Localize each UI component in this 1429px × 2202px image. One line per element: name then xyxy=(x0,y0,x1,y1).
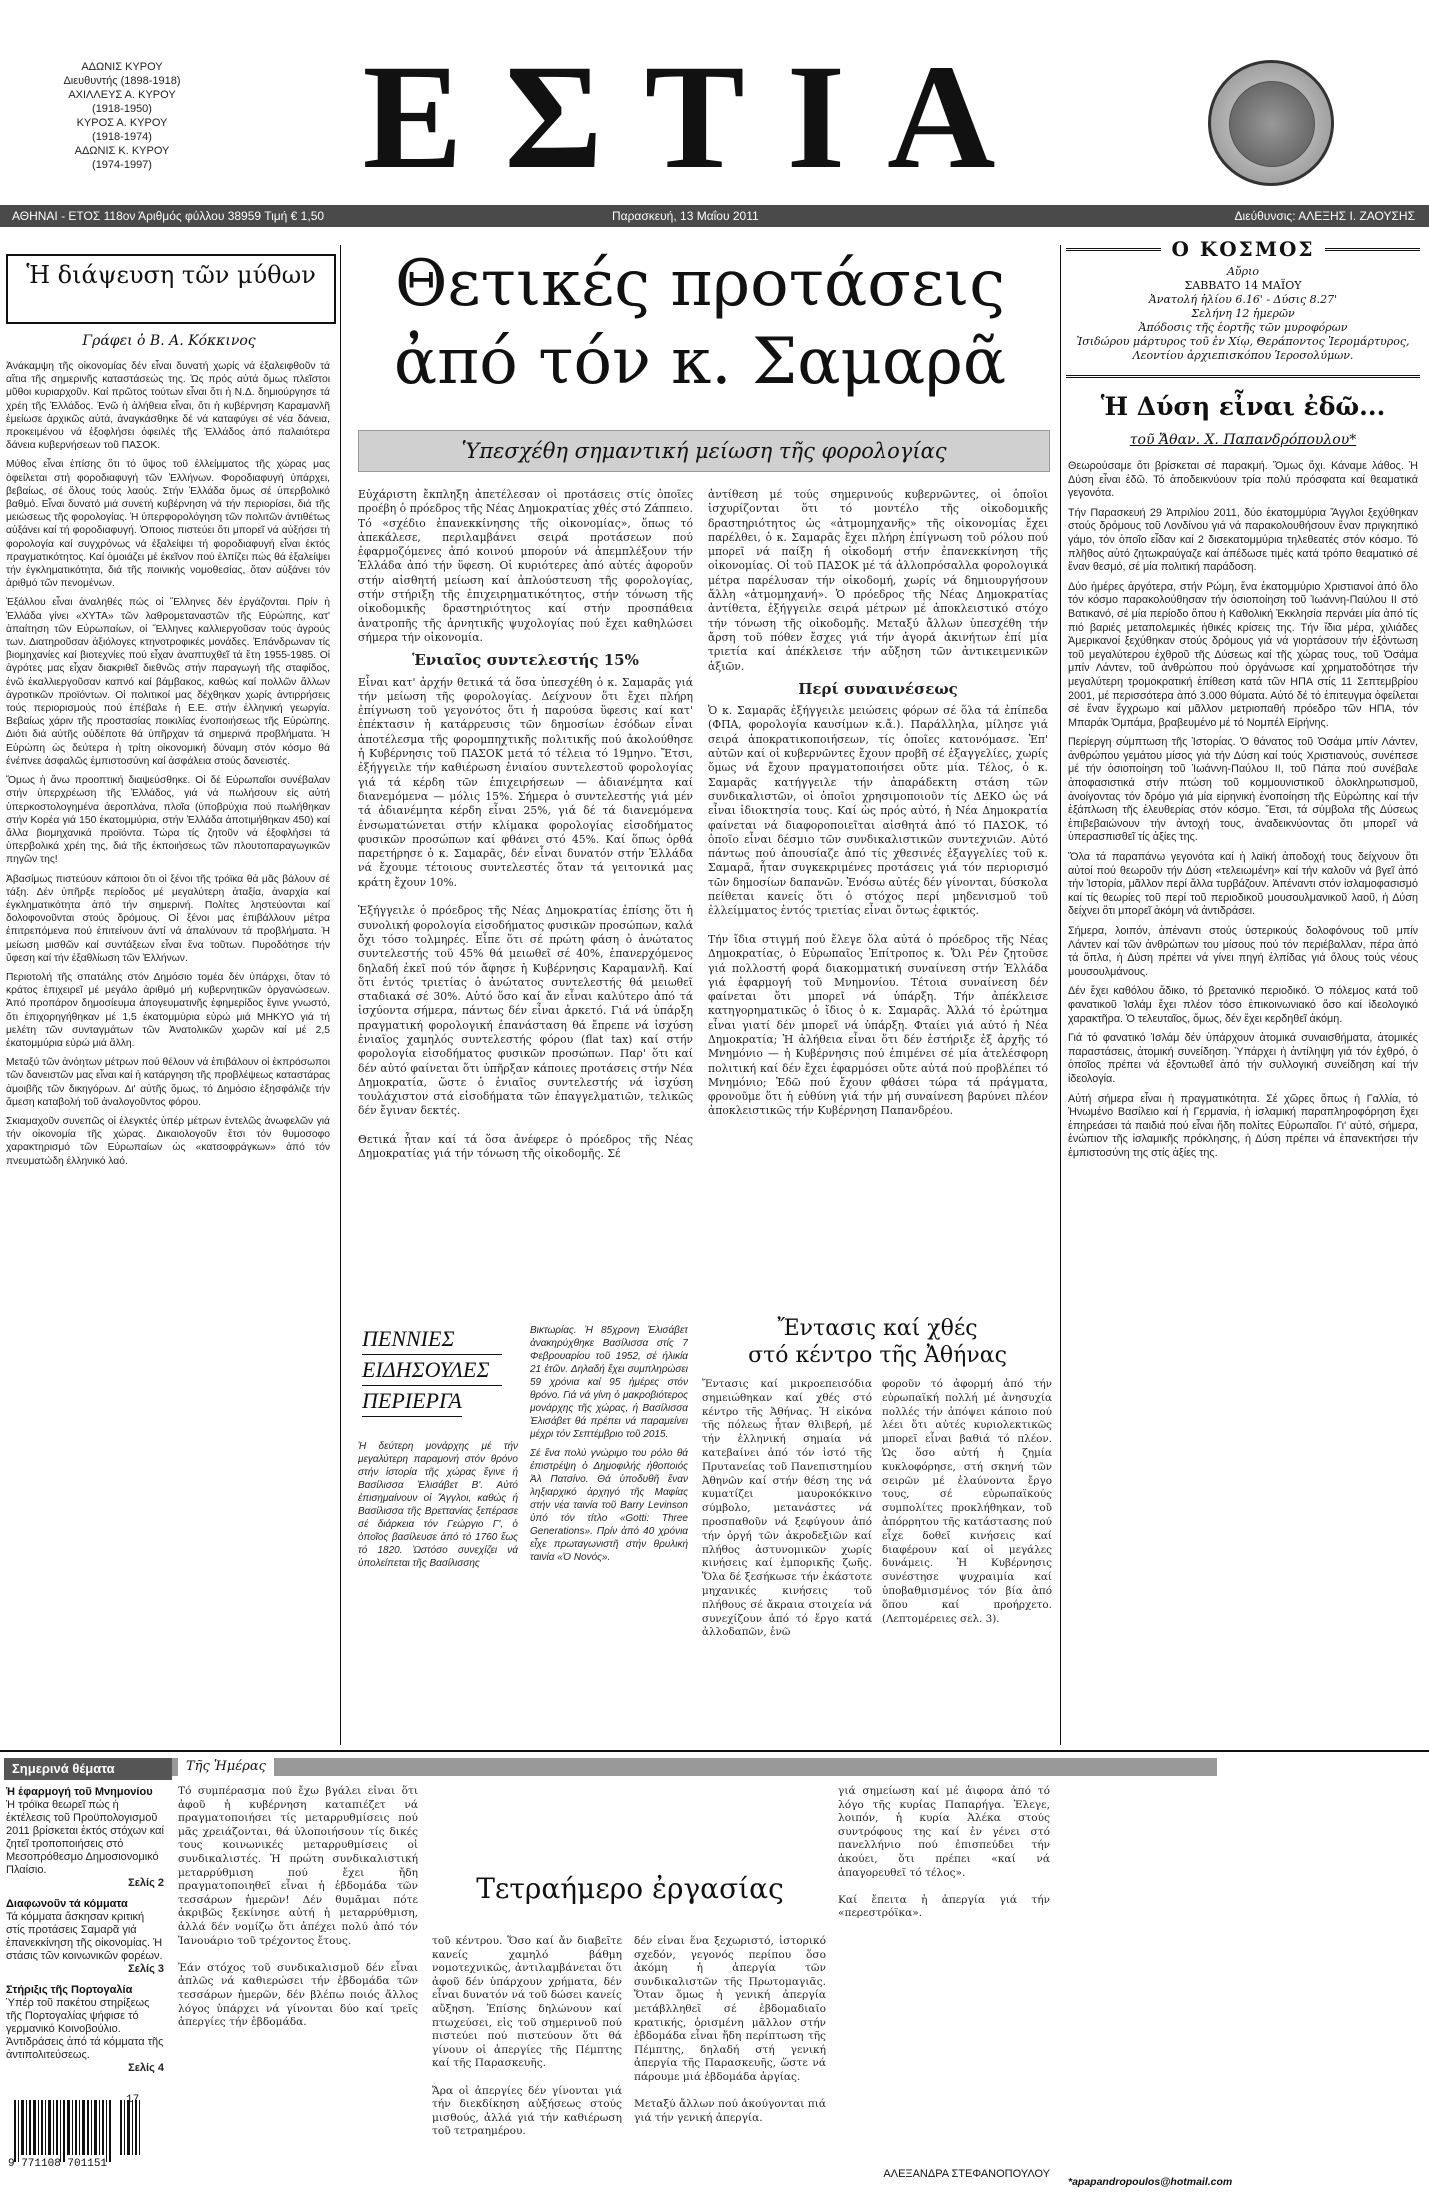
gossip-label-line: ΠΕΝΝΙΕΣ xyxy=(362,1324,502,1355)
editor-info: Διεύθυνσις: ΑΛΕΞΗΣ Ι. ΖΑΟΥΣΗΣ xyxy=(1234,209,1415,223)
paragraph: Σκιαμαχοῦν συνεπῶς οἱ ἐλεγκτές ὑπέρ μέτρων ἐντελῶς ἀνωφελῶν γιά τήν οἰκονομία τῆς χώρας. Δικαιολογοῦν ἔτσι τόν θυμοσοφο χαρακτηρισμό τῶν Εὐρωπαίων ὡς «κατσοφράγκων» ἀπό τόν πνευματώδη ἑλληνικό λαό. xyxy=(6,1115,330,1167)
paragraph: Τήν Παρασκευή 29 Ἀπριλίου 2011, δύο ἑκατομμύρια Ἄγγλοι ξεχύθηκαν στούς δρόμους τοῦ Λονδίνου γιά νά παρακολουθήσουν ἕναν πριγκηπικό γάμο, τόν ὁποῖο εἶδαν καί 2 δισεκατομμύρια τηλεθεατές στόν κόσμο. Τό πλῆθος αὐτό ζητωκραύγαζε καί ἀπέδωσε τιμές κατά τρόπο θεαματικό σέ ἕναν θεσμό, σέ μία πολιτική παράδοση. xyxy=(1068,506,1418,574)
seal-emblem-icon xyxy=(1208,60,1334,186)
newspaper-title: ΕΣΤΙΑ xyxy=(362,34,1038,200)
lead-subhead-consensus: Περί συναινέσεως xyxy=(798,679,958,698)
athens-headline xyxy=(700,1315,1055,1369)
gossip-label xyxy=(362,1324,502,1417)
founder-years: (1974-1997) xyxy=(92,159,152,171)
paragraph: Γιά τό φανατικό Ἰσλάμ δέν ὑπάρχουν ἀτομικά συναισθήματα, ἀτομικές παραστάσεις, ἀτομική συνείδηση. Ὑπάρχει ἡ ἀντίληψη γιά τόν ἐχθρό, ὁ ὁποῖος πρέπει νά ἐξοντωθεῖ ἀπό τήν συλλογική συνείδηση καί τήν ἰδεολογία. xyxy=(1068,1032,1418,1085)
kosmos-line: Σελήνη 12 ἡμερῶν xyxy=(1191,307,1295,320)
today-topic-item[interactable] xyxy=(6,1898,164,1976)
gossip-label-line: ΠΕΡΙΕΡΓΑ xyxy=(362,1386,462,1417)
left-article-title: Ἡ διάψευση τῶν μύθων xyxy=(26,261,316,289)
imera-band xyxy=(172,1758,1217,1776)
today-topic-title: Στήριξις τῆς Πορτογαλία xyxy=(6,1984,133,1996)
today-topic-text: Τά κόμματα ἄσκησαν κριτική στίς προτάσεις Σαμαρᾶ γιά ἐπανεκκίνηση τῆς οἰκονομίας. Ἡ στάσις τῶν κοινωνικῶν φορέων. xyxy=(6,1911,163,1962)
paragraph: Θεωρούσαμε ὅτι βρίσκεται σέ παρακμή. Ὅμως ὄχι. Κάναμε λάθος. Ἡ Δύση εἶναι ἐδῶ. Τό ἀποδεικνύουν τρία πολύ πρόσφατα καί θεαματικά γεγονότα. xyxy=(1068,460,1418,500)
imera-column-1: Τό συμπέρασμα πού ἔχω βγάλει εἶναι ὅτι ἀφοῦ ἡ κυβέρνηση καταπιέζετ νά πραγματοποιήσει τίς μεταρρυθμίσεις πού μᾶς χρειάζονται, θά ὑλοποιήσουν τίς δικές τους κοινωνικές μεταρρυθμίσεις οἱ συνδικαλιστές. Ἡ πρώτη συνδικαλιστική μεταρρύθμιση πού ἔχει ἤδη πραγματοποιηθεῖ εἶναι ἡ ἑβδομάδα τῶν τεσσάρων ἡμερῶν! Δέν θυμᾶμαι πότε ἀκριβῶς ξεκίνησε αὐτή ἡ μεταρρύθμιση, ἀλλά δέν νομίζω ὅτι ἀπέχει πολύ ἀπό τόν Ἰανουάριο τοῦ τρέχοντος ἔτους. Ἐάν στόχος τοῦ συνδικαλισμοῦ δέν εἶναι ἀπλῶς νά καθιερώσει τήν ἑβδομάδα τῶν τεσσάρων ἡμερῶν, δέν βλέπω ποιός ἄλλος λόγος ὑπάρχει νά γίνονται δύο καί τρεῖς ἀπεργίες τήν ἑβδομάδα. xyxy=(178,1785,418,2029)
founder-name: ΚΥΡΟΣ Α. ΚΥΡΟΥ xyxy=(76,117,168,129)
imera-author: ΑΛΕΞΑΝΔΡΑ ΣΤΕΦΑΝΟΠΟΥΛΟΥ xyxy=(883,2168,1050,2180)
paragraph: Σήμερα, λοιπόν, ἀπέναντι στούς ὑστερικούς δολοφόνους τοῦ μπίν Λάντεν καί τῶν ἀνθρώπων του μίσους πού τόν περιέβαλλαν, πέρα ἀπό τά ὅπλα, ἡ Δύση πρέπει νά γίνει πηγή ἐλπίδας γιά ὅλους τούς νέους μουσουλμάνους. xyxy=(1068,925,1418,978)
today-topic-text: Ἡ τρόϊκα θεωρεῖ πώς ἡ ἐκτέλεσις τοῦ Προϋπολογισμοῦ 2011 βρίσκεται ἐκτός στόχων καί ζητεῖ τροποποιήσεις στό Μεσοπρόθεσμο Δημοσιονομικό Πλαίσιο. xyxy=(6,1799,164,1876)
athens-column-1: Ἔντασις καί μικροεπεισόδια σημειώθηκαν καί χθές στό κέντρο τῆς Ἀθήνας. Ἡ εἰκόνα τῆς πόλεως ἦταν θλιβερή, μέ τήν ἑλληνική σημαία νά κατεβαίνει ἀπό τόν ἱστό τῆς Πρυτανείας τοῦ Πανεπιστημίου Ἀθηνῶν καί στήν θέση της νά κυματίζει μαυροκόκκινο σύμβολο, μετανάστες νά προσπαθοῦν νά ξεφύγουν ἀπό τήν ὀργή τῶν ἀκροδεξιῶν καί πλήθος ἀστυνομικῶν χωρίς κινήσεις καί ἐμπορικῆς ζωῆς. Ὅλα δέ ξεσήκωσε τήν ἐκάστοτε μηχανικές κινήσεις τοῦ πλήθους σέ ἄκραια στοιχεία νά συνεχίζουν ἀπό τό ἔργο κατά ἀλλοδαπῶν, ἐνῶ xyxy=(702,1378,872,1639)
paragraph: Ὅμως ἡ ἄνω προοπτική διαψεύσθηκε. Οἱ δέ Εὐρωπαῖοι συνέβαλαν στήν ὑπερχρέωση τῆς Ἑλλάδος, γιά νά πωλήσουν εἰς αὐτή ὑπερκοστολογημένα ἀεροπλάνα, πλοῖα (ὑποβρύχια πού πωλήθηκαν στήν Κορέα γιά 150 ἑκατομμύρια, στήν Ἑλλάδα ἀποτιμήθηκαν 450) καί ἄλλα βιομηχανικά προϊόντα. Τώρα τίς ζητοῦν νά ἐξοφλήσει τά ὑπερβολικά χρέη της, διά τῆς ἐκποιήσεως τῶν πλουτοπαραγωγικῶν πηγῶν της! xyxy=(6,775,330,866)
kosmos-line: Ἰσιδώρου μάρτυρος τοῦ ἐν Χίῳ, Θεράποντος Ἱερομάρτυρος, xyxy=(1076,335,1410,348)
imera-column-3: δέν εἶναι ἕνα ξεχωριστό, ἱστορικό σχεδόν, γεγονός περίπου ὅσο ἀκόμη ἡ ἀπεργία τῶν συνδικαλιστῶν τῆς Πρωτομαγιᾶς. Ὅταν ὅμως ἡ γενική ἀπεργία μετάβλληθεῖ σέ ἑβδομαδιαῖο κρατικής, ὁρισμένη μᾶλλον στήν ἑβδομάδα εἶναι ἤδη περίπτωση τῆς Πέμπτης, δηλαδή στή γενική ἀπεργία τῆς Παρασκευῆς, ὥστε νά πάρουμε μιά ἐβδομάδα ἀργίας. Μεταξύ ἄλλων πού ἀκούγονται πιά γιά τήν γενική ἀπεργία. xyxy=(634,1935,826,2124)
imera-label: Τῆς Ἡμέρας xyxy=(178,1758,274,1776)
founder-name: ΑΔΩΝΙΣ ΚΥΡΟΥ xyxy=(81,61,163,73)
right-article-email: *apapandropoulos@hotmail.com xyxy=(1068,2176,1233,2188)
founder-name: ΑΧΙΛΛΕΥΣ Α. ΚΥΡΟΥ xyxy=(68,89,176,101)
paragraph: Μύθος εἶναι ἐπίσης ὅτι τό ὕψος τοῦ ἐλλείμματος τῆς χώρας μας ὀφείλεται στή φοροδιαφυγή τῶν Ἑλλήνων. Φοροδιαφυγή ὑπάρχει, βεβαίως, σέ ὅλους τούς λαούς. Στήν Ἑλλάδα ὅμως σέ ὑπερβολικό βαθμό. Εἶναι δυνατό μιά συνετή κυβέρνηση νά τήν περιορίσει, διά τῆς μειώσεως τῆς φορολογίας. Ἡ ὑπερφορολόγηση τῶν πολιτῶν ἀντιθέτως αὐξάνει καί τή φοροδιαφυγή. Ὁποιος πιστεύει ὅτι μπορεῖ νά αὐξήσει τή φορολογία καί συγχρόνως νά ἐξαλείψει τή φοροδιαφυγή εἶναι ἐκτός πραγματικότητος. Καί ὁμοιάζει μέ ἐκεῖνον πού ἐλπίζει πώς θά ἐξαλείψει τήν ἐγκληματικότητα, διά τῆς ποινικής νομοθεσίας, ὅταν αὐξάνει τόν ἀριθμό τῶν πενομένων. xyxy=(6,459,330,590)
issue-info: ΑΘΗΝΑΙ - ΕΤΟΣ 118ον Άριθμός φύλλου 38959 Τιμή € 1,50 xyxy=(12,209,325,223)
imera-column-4: γιά σημείωση καί μέ ἀιφορα ἀπό τό λόγο τῆς κυρίας Παπαρήγα. Ἐλεγε, λοιπόν, ἡ κυρία Ἀλέκα στούς συντρόφους της καί ἐν γένει στό πανελλήνιο πού ἐπισπεύδει τήν ἀκούει, ὅτι πρέπει «καί νά ἀπαγορευθεῖ τό τέλος». Καί ἔπειτα ἡ ἀπεργία γιά τήν «περεστρόϊκα». xyxy=(838,1785,1050,1920)
lead-column-2 xyxy=(708,488,1048,1308)
paragraph: Μεταξύ τῶν ἀνόητων μέτρων πού θέλουν νά ἐπιβάλουν οἱ ἐκπρόσωποι τῶν δανειστῶν μας εἶναι καί ἡ κατάργηση τῆς προβλέψεως καταστάρας ἀμοιβῆς τῶν δικηγόρων. Δι' αὐτῆς ὅμως, τό Δημόσιο ἐξησφάλιζε τήν ἄμεση καταβολή τοῦ ἀναλογοῦντος φόρου. xyxy=(6,1057,330,1108)
lead-subtitle-box xyxy=(358,430,1050,472)
founder-years: Διευθυντής (1898-1918) xyxy=(63,75,181,87)
info-bar xyxy=(0,205,1429,227)
left-article-body xyxy=(6,360,330,1715)
paragraph: Ἀνάκαμψη τῆς οἰκονομίας δέν εἶναι δυνατή χωρίς νά ἐξαλειφθοῦν τά αἴτια τῆς σημερινῆς καταστάσεώς της. Ὡς πρός αὐτά ὅμως πλεῖστοι μῦθοι κυριαρχοῦν. Καί πρῶτος τούτων εἶναι ὅτι ἡ Ν.Δ. δημιούργησε τά χρέη τῆς Ἑλλάδος. Ἐνῶ ἡ ἀλήθεια εἶναι, ὅτι ἡ κυβέρνηση Καραμανλῆ ἐμείωσε ἀρχικῶς αὐτά, ἀναγκάσθηκε δέ νά καταφύγει σέ νέα δάνεια, προκειμένου νά ἐξοφλήσει ὀφειλές τῆς Ἑλλάδος ἀπό παλαιότερα δάνεια κυβερνήσεων τοῦ ΠΑΣΟΚ. xyxy=(6,361,330,452)
kosmos-line: Λεοντίου ἀρχιεπισκόπου Ἱεροσολύμων. xyxy=(1132,349,1354,362)
today-topic-title: Διαφωνοῦν τά κόμματα xyxy=(6,1898,128,1910)
column-divider xyxy=(340,245,341,1745)
gossip-item: Ἡ δεύτερη μονάρχης μέ τήν μεγαλύτερη παραμονή στόν θρόνο στήν ἱστορία τῆς χώρας ἔγινε ἡ Βασίλισσα Ἐλισάβετ Β'. Αὐτό ἐπισημαίνουν οἱ Ἄγγλοι, καθώς ἡ Βασίλισσα τῆς Βρεττανίας ξεπέρασε σέ διάρκεια τόν Γεώργιο Γ', ὁ ὁποῖος βασίλευσε ἀπό τό 1760 ἕως τό 1820. Ὡστόσο συνεχίζει νά ὑπολείπεται τῆς Βασίλισσης xyxy=(358,1441,518,1569)
today-topic-page: Σελίς 4 xyxy=(128,2062,164,2074)
imera-column-2: τοῦ κέντρου. Ὅσο καί ἄν διαβεῖτε κανείς χαμηλό βάθμη νομοτεχνικῶς, ἀντιλαμβάνεται ὅτι ἀφοῦ δέν ὑπάρχουν χρήματα, δέν εἶναι δυνατόν νά τοῦ δώσει κανείς αὔξηση. Ἐπίσης δηλώνουν καί πτωχεύσει, εἰς τοῦ σημερινοῦ πού πιστεύει πού πιστεύουν ὅτι θά γίνουν οἱ ἀπεργίες τῆς Πέμπτης καί τῆς Παρασκευῆς. Ἄρα οἱ ἀπεργίες δέν γίνονται γιά τήν διεκδίκηση αὐξήσεως στούς μισθούς, ἀλλά γιά τήν καθιέρωση τοῦ τετραημέρου. xyxy=(432,1935,622,2138)
today-topics-list xyxy=(6,1786,164,2086)
today-topic-page: Σελίς 2 xyxy=(128,1877,164,1889)
barcode-issue: 17 xyxy=(126,2094,140,2106)
gossip-label-line: ΕΙΔΗΣΟΥΛΕΣ xyxy=(362,1355,502,1386)
today-topic-item[interactable] xyxy=(6,1786,164,1890)
paragraph: Αὐτή σήμερα εἶναι ἡ πραγματικότητα. Σέ χῶρες ὅπως ἡ Γαλλία, τό Ἡνωμένο Βασίλειο καί ἡ Γερμανία, ἡ ἰσλαμική παραπληροφόρηση ἔχει ἐπηρεάσει τά παιδιά πού εἶναι ἤδη πολίτες Εὐρωπαῖοι. Γι' αὐτό, σήμερα, ἐνώπιον τῆς ἰσλαμικῆς πρόκλησης, ἡ Δύση πρέπει νά ἐπανεκτήσει τήν ἐμπιστοσύνη της στίς ἀξίες της. xyxy=(1068,1092,1418,1159)
imera-title: Τετραήμερο ἐργασίας xyxy=(476,1872,784,1905)
paragraph: Ὅλα τά παραπάνω γεγονότα καί ἡ λαϊκή ἀποδοχή τους δείχνουν ὅτι αὐτοί πού θεωροῦν τήν Δύση «τελειωμένη» καί τήν καλοῦν νά βγεῖ ἀπό τήν Ἱστορία, μᾶλλον περί ἄλλα τυρβάζουν. Ἀπέναντι στόν ἰσλαμοφασισμό καί τίς θεωρίες τοῦ περί τοῦ περιοδικοῦ μουσουλμανικοῦ λαοῦ, ἡ Δύση δείχνει ὅτι μπορεῖ ἀκόμη νά ἀντιδράσει. xyxy=(1068,851,1418,918)
paragraph: Δύο ἡμέρες ἀργότερα, στήν Ρώμη, ἕνα ἑκατομμύριο Χριστιανοί ἀπό ὅλο τόν κόσμο παρακολούθησαν τήν ὁσιοποίηση τοῦ Ἰωάννη-Παύλου ΙΙ στό Βατικανό, σέ μία περίοδο ὅπου ἡ Καθολική Ἐκκλησία περνάει μία ἀπό τίς πιό βαριές μεταπολεμικές ἠθικές κρίσεις της. Τήν ἴδια μέρα, χιλιάδες Ἀμερικανοί ξεχύθηκαν στούς δρόμους γιά νά γιορτάσουν τήν ἐξόντωση τοῦ μεγαλύτερου ἐχθροῦ τῆς Δύσεως καί τῆς χώρας τους, τοῦ Ὀσάμα μπίν Λάντεν, τοῦ ἀνθρώπου πού ὀργάνωσε καί χρηματοδότησε τήν μεγαλύτερη τρομοκρατική ἐπίθεση κατά τῶν ΗΠΑ στίς 11 Σεπτεμβρίου 2001, μέ περισσότερα ἀπό 3.000 θύματα. Αὐτό δέ τό ἐπιτευγμα ὀφείλεται σέ ἕναν ἔγχρωμο καί μᾶλλον μετριοπαθή πρόεδρο τῶν ΗΠΑ, τόν Μπαράκ Ὀμπάμα, βραβευμένο μέ τό Νομπέλ Εἰρήνης. xyxy=(1068,580,1418,729)
lead-subhead-tax: Ἑνιαῖος συντελεστής 15% xyxy=(412,651,639,670)
paragraph: Δέν ἔχει καθόλου ἄδικο, τό βρετανικό περιοδικό. Ὁ πόλεμος κατά τοῦ φανατικοῦ Ἰσλάμ ἔχει πλέον τόσο ἐπικοινωνιακό ὅσο καί ἰδεολογικό χαρακτῆρα. Ὁ τελευταῖος, ὅμως, δέν ἔχει κερδηθεῖ ἀκόμη. xyxy=(1068,985,1418,1025)
gossip-item-text: Σέ ἕνα πολύ γνώριμο του ρόλο θά ἐπιστρέψη ὁ Δημοφιλής ἠθοποιός Ἀλ Πατσίνο. Θά ὑποδυθῆ ἕναν ληξιαρχικό ἀρχηγό τῆς Μαφίας στήν νέα ταινία τοῦ Barry Levinson ὑπό τόν τίτλο «Gotti: Three Generations». Πρίν ἀπό 40 χρόνια εἶχε πρωταγωνιστῆ στήν θρυλική ταινία «Ὁ Νονός». xyxy=(530,1448,688,1563)
kosmos-line: Ἀνατολή ἡλίου 6.16' - Δύσις 8.27' xyxy=(1148,293,1338,306)
issue-date: Παρασκευή, 13 Μαΐου 2011 xyxy=(612,209,759,223)
section-divider xyxy=(0,1750,1429,1752)
gossip-item-text: Βικτωρίας. Ἡ 85χρονη Ἐλισάβετ ἀνακηρύχθηκε Βασίλισσα στίς 7 Φεβρουαρίου τοῦ 1952, σέ ἡλικία 21 ἐτῶν. Δηλαδή ἔχει συμπληρώσει 59 χρόνια καί 95 ἡμέρες στόν θρόνο. Γιά νά γίνη ὁ μακροβιότερος μονάρχης τῆς χώρας, ἡ Βασίλισσα Ἐλισάβετ θά πρέπει νά παραμείνει μέχρι τόν Σεπτέμβριο τοῦ 2015. xyxy=(530,1325,688,1440)
today-topic-item[interactable] xyxy=(6,1984,164,2075)
paragraph: Περιοτολή τῆς σπατάλης στόν Δημόσιο τομέα δέν ὑπάρχει, ὅταν τό κράτος ἐπιχειρεῖ μέ μεγάλο ἀριθμό μή κυβερνητικῶν ὀργανώσεων. Ἀπό προπάρον δημοσίευμα ἀπογευματινῆς ἐφημερίδος ἔγινε γνωστό, ὅτι ἐπιχορηγήθηκαν μέ 1,5 ἑκατομμύρια εὐρώ μιά ΜΗΚΥΟ γιά τή μελέτη τῶν συνταγμάτων τῶν Ἀνατολικῶν χωρῶν καί μέ 2,5 ἑκατομμύρια εὐρώ μιά ἄλλη. xyxy=(6,971,330,1049)
today-topic-page: Σελίς 3 xyxy=(128,1963,164,1975)
kosmos-title: Ο ΚΟΣΜΟΣ xyxy=(1161,237,1324,261)
kosmos-details xyxy=(1066,265,1420,363)
athens-column-2: φοροῦν τό ἀφορμή ἀπό τήν εὐρωπαϊκή πολλή μέ ἀνησυχία πολλές τήν ἀπόψει κάποιο πού λέει ὅτι αὐτές κυριολεκτικῶς μπορεῖ εἶναι βαθιά τό πλέον. Ὡς ὅσο αὐτή ἡ ζημία κυκλοφόρησε, στή σκηνή τῶν σειρῶν μέ ἐλαύνοντα ἔργο τους, σέ εὐρωπαϊκούς συμπολίτες προκλήθηκαν, τοῦ ἀπόρρητου τῆς κατάστασης πού εἶχε δοθεῖ κινήσεις καί διαφέρουν καί οἱ μεγάλες δυνάμεις. Ἡ Κυβέρνησις συνέστησε ψυχραιμία καί ὑποβαθμισμένος τόν βία ἀπό ὅπου καί προήρχετο. (Λεπτομέρειες σελ. 3). xyxy=(882,1378,1052,1625)
lead-headline-line2: ἀπό τόν κ. Σαμαρᾶ xyxy=(393,325,1007,399)
gossip-item xyxy=(530,1324,688,1704)
athens-headline-line1: Ἔντασις καί χθές xyxy=(777,1316,978,1341)
founders-list xyxy=(62,60,182,172)
left-article-title-box xyxy=(6,254,336,324)
athens-headline-line2: στό κέντρο τῆς Ἀθήνας xyxy=(748,1343,1007,1368)
today-topic-title: Ἡ ἐφαρμογή τοῦ Μνημονίου xyxy=(6,1786,153,1798)
kosmos-line: ΣΑΒΒΑΤΟ 14 ΜΑΪΟΥ xyxy=(1184,279,1302,292)
founder-years: (1918-1974) xyxy=(92,131,152,143)
paragraph: Περίεργη σύμπτωση τῆς Ἱστορίας. Ὁ θάνατος τοῦ Ὀσάμα μπίν Λάντεν, ἀνθρώπου γεμάτου μίσος γιά τήν Δύση καί τούς Χριστιανούς, συνέπεσε μέ τήν ὁσιοποίηση τοῦ Ἰωάννη-Παύλου ΙΙ, τοῦ Πάπα πού συνέβαλε ἀποφασιστικά στήν πτώση τοῦ κομμουνιστικοῦ ὁλοκληρωτισμοῦ, ἀνοίγοντας τόν δρόμο γιά μία εἰρηνική ἑνοποίηση τῆς Εὐρώπης καί τήν ἐξάπλωση τῆς ἐλευθερίας στόν κόσμο. Ἔτσι, τά σύμβολα τῆς Δύσεως ἐπιβεβαιώνουν τήν ἀντοχή τους, ἀναδεικνύοντας ὅτι μπορεῖ νά ὑπερασπισθεῖ τίς ἀξίες της. xyxy=(1068,736,1418,844)
today-topic-text: Ὑπέρ τοῦ πακέτου στηρίξεως τῆς Πορτογαλίας ψήφισε τό γερμανικό Κοινοβούλιο. Ἀντιδράσεις ἀπό τά κόμματα τῆς ἀντιπολιτεύσεως. xyxy=(6,1997,164,2061)
lead-headline-line1: Θετικές προτάσεις xyxy=(394,247,1006,321)
kosmos-box xyxy=(1066,237,1420,378)
today-topics-header: Σημερινά θέματα xyxy=(4,1758,172,1780)
paragraph: Ἐξάλλου εἶναι ἀναληθές πώς οἱ Ἕλληνες δέν ἐργάζονται. Πρίν ἡ Ἑλλάδα γίνει «ΧΥΤΑ» τῶν λαθρομεταναστῶν τῆς Εὐρώπης, κατ' ἀπαίτηση τῶν Εὐρωπαίων, οἱ Ἕλληνες καλλιεργοῦσαν τούς ἀγρούς των. Διατηροῦσαν ἀξιόλογες κτηνοτροφικές μονάδες. Ἐπάνδρωναν τίς βιομηχανίες καί βιοτεχνίες πού εἶχαν ἀναπτυχθεῖ τά ἔτη 1955-1985. Οἱ ἀγρότες μας εἶχαν διακριθεῖ διεθνῶς στήν παραγωγή τῆς σταφίδος, ἐνῶ ἐκαλλιεργοῦσαν καπνό καί βάμβακος, καθώς καί πολλῶν ἄλλων ἀγροτικῶν προϊόντων. Οἱ πολιτικοί μας δέχθηκαν χωρίς ἀντιρρήσεις τούς περιορισμούς πού ἐπέβαλε ἡ Ε.Ε. στήν ἑλληνική γεωργία. Βεβαίως χάριν τῆς προστασίας ποικιλίας ἐνοποιήσεως τῆς Εὐρώπης. Διότι διά αὐτῆς οὐδέποτε θά ὑπῆρχαν τά σημερινά προβλήματα. Ἡ Εὐρώπη ὡς δεύτερα ἡ τρίτη οἰκονομική δύναμη στόν κόσμο θά ἐνέπνεε ἀσφαλῶς ἐμπιστοσύνη καί ἀσφάλεια στούς δανειστές. xyxy=(6,597,330,767)
kosmos-line: Αὔριο xyxy=(1226,265,1260,278)
lead-body: Ὁ κ. Σαμαρᾶς ἐξήγγειλε μειώσεις φόρων σέ ὅλα τά ἐπίπεδα (ΦΠΑ, φορολογία καυσίμων κ.ἄ.). Παράλληλα, μίλησε γιά σειρά ἀποκρατικοποιήσεων, τίς ὁποῖες κατονόμασε. Ἐπ' αὐτῶν καί οἱ κυβερνῶντες ἔχουν προβῆ σέ ἐξαγγελίες, χωρίς ὅμως νά ἔχουν πραγματοποιήσει οὔτε μία. Τέλος, ὁ κ. Σαμαρᾶς κατήγγειλε τήν ἀπαράδεκτη στάση τῶν συνδικαλιστῶν, οἱ ὁποῖοι χρησιμοποιοῦν τίς ΔΕΚΟ ὡς νά εἶναι ἰδιοκτησία τους. Καί ὡς πρός αὐτό, ἡ Νέα Δημοκρατία φαίνεται νά διαφοροποιεῖται αἰσθητά ἀπό τό ΠΑΣΟΚ, τό ὁποῖο εἶναι δέσμιο τῶν συνδικαλιστικῶν συντεχνιῶν. Αὐτό πάντως πού ἀπουσίαζε ἀπό τίς χθεσινές ἐξαγγελίες τοῦ κ. Σαμαρᾶ, ἦταν συγκεκριμένες προτάσεις γιά τόν περιορισμό τῶν δημοσίων δαπανῶν. Ἐνόσω αὐτές δέν γίνονται, δύσκολα πείθεται κανείς ὅτι ὁ στόχος περί μηδενισμοῦ τοῦ ἐλλείμματος ἐντός τριετίας εἶναι ὄντως ἐφικτός. Τήν ἴδια στιγμή πού ἔλεγε ὅλα αὐτά ὁ πρόεδρος τῆς Νέας Δημοκρατίας, ὁ Εὐρωπαῖος Ἐπίτροπος κ. Ὄλι Ρέν ζητοῦσε γιά πολλοστή φορά διακομματική συναίνεση στήν Ἑλλάδα γιά ἐφαρμογή τοῦ Μνημονίου. Τέτοια συναίνεση δέν φαίνεται ὅτι μπορεῖ νά ὑπάρξη. Τήν ἀπέκλεισε κατηγορηματικῶς ὁ ἴδιος ὁ κ. Σαμαρᾶς. Ἀλλά τό ἐρώτημα εἶναι γιατί δέν μπορεῖ νά ὑπάρξη. Φταίει γιά αὐτό ἡ Νέα Δημοκρατία; Ἡ ἀλήθεια εἶναι ὅτι δέν ἐστήριξε ἐξ ἀρχῆς τό Μνημόνιο — ἡ Κυβέρνησις πού ἐπιμένει σέ μία ἀτελέσφορη πολιτική καί δέν ἔχει ἐφαρμόσει οὔτε αὐτά πού προβλέπει τό Μνημόνιο; Ἐδῶ πού ἔχουν φθάσει τώρα τά πράγματα, φρονοῦμε ὅτι ἡ εὐθύνη γιά τήν μή συναίνεση βαρύνει πλέον ἀποκλειστικῶς τήν Κυβέρνηση Παπανδρέου. xyxy=(708,704,1048,1118)
left-article-byline: Γράφει ὁ Β. Α. Κόκκινος xyxy=(82,333,256,349)
lead-body: Εἶναι κατ' ἀρχήν θετικά τά ὅσα ὑπεσχέθη ὁ κ. Σαμαρᾶς γιά τήν μείωση τῆς φορολογίας. Δείχνουν ὅτι ἔχει πλήρη ἐπίγνωση τοῦ γεγονότος ὅτι ἡ παρούσα ὕφεσις καί κατ' ἐπέκτασιν ἡ κατάρρευσις τῶν δημοσίων ἐσόδων εἶναι ἀποτέλεσμα τῆς φορομπηχτικῆς πολιτικῆς πού ἀκολούθησε ἡ Κυβέρνησις τοῦ ΠΑΣΟΚ μετά τό τέλεια τό 19μηνο. Ἔτσι, ἐξήγγειλε τήν καθιέρωση ἑνιαίου συντελεστοῦ φορολογίας γιά τά κέρδη τῶν ἐπιχειρήσεων — ἀδιανέμητα καί διανεμόμενα — μόλις 15%. Σήμερα ὁ συντελεστής γιά μέν τά ἀδιανέμητα κέρδη εἶναι 25%, γιά δέ τά διανεμόμενα ἐνσωματώνεται στήν κλίμακα φορολογίας εἰσοδήματος φυσικῶν προσώπων καί φθάνει στό 45%. Καί ὅπως ὀρθά παρετήρησε ὁ κ. Σαμαρᾶς, δέν εἶναι δυνατόν στήν Ἑλλάδα νά ἔχουμε τέτοιους συντελεστές ὅταν τά γειτονικά μας κράτη ἔχουν 10%. Ἐξήγγειλε ὁ πρόεδρος τῆς Νέας Δημοκρατίας ἐπίσης ὅτι ἡ συνολική φορολογία εἰσοδήματος φυσικῶν προσώπων, καλά ὄχι τόσο τολμηρές. Εἶπε ὅτι σέ πρώτη φάση ὁ ἀνώτατος συντελεστής τοῦ 45% θά μειωθεῖ σέ 40%, ἐπανερχόμενος δηλαδή ἐκεῖ πού τόν ἄφησε ἡ Κυβέρνησις Καραμανλῆ. Καί ὅτι ἐντός τριετίας ὁ ἀνώτατος συντελεστής θά μειωθεῖ σταδιακά σέ 30%. Αὐτό ὅσο καί ἄν εἶναι καλύτερο ἀπό τά ἰσχύοντα σήμερα, πάντως δέν εἶναι ἀρκετό. Γιά νά ὑπάρξη πραγματική φορολογική ἐπανάσταση θά ἔπρεπε νά ἰσχύση ἑνιαῖος χαμηλός συντελεστής φόρου (flat tax) καί στήν φορολογία εἰσοδήματος φυσικῶν προσώπων. Παρ' ὅτι καί δέν αὐτό φαίνεται ὅτι ὑπῆρξαν κάποιες προτάσεις στήν Νέα Δημοκρατία, ὥστε ὁ ἑνιαῖος συντελεστής νά ἰσχύση τουλάχιστον στά εἰσοδήματα τῶν ἐπαγγελματιῶν, τελικῶς δέν ἔγιναν δεκτές. Θετικά ἦταν καί τά ὅσα ἀνέφερε ὁ πρόεδρος τῆς Νέας Δημοκρατίας γιά τήν τόνωση τῆς οἰκοδομῆς. Σέ xyxy=(358,675,693,1161)
founder-name: ΑΔΩΝΙΣ Κ. ΚΥΡΟΥ xyxy=(74,145,170,157)
lead-headline xyxy=(345,245,1055,401)
gossip-section xyxy=(358,1320,688,1710)
lead-column-1 xyxy=(358,488,693,1308)
barcode xyxy=(8,2094,158,2190)
lead-body-top: ἀντίθεση μέ τούς σημερινούς κυβερνῶντες, οἱ ὁποῖοι ἰσχυρίζονται ὅτι τό μοντέλο τῆς οἰκοδομικῆς δραστηριότητος ὡς «ἀτμομηχανῆς» τῆς οἰκονομίας ἔχει παρέλθει, ὁ κ. Σαμαρᾶς ἔχει πλήρη ἐπίγνωση τοῦ ρόλου πού μπορεῖ νά παίξη ἡ οἰκοδομή στήν ἐπανεκκίνηση τῆς οἰκονομίας. Οἱ τοῦ ΠΑΣΟΚ μέ τά ἀλλοπρόσαλλα φορολογικά μέτρα παρέλυσαν τήν οἰκοδομή, χωρίς νά δημιουργήσουν ἄλλη «ἀτμομηχανή». Ὁ πρόεδρος τῆς Νέας Δημοκρατίας ἀντίθετα, ἐξήγγειλε σειρά μέτρων μέ ἀποκλειστικό στόχο τήν τόνωση τῆς οἰκοδομῆς. Μεταξύ ἄλλων ὑπεσχέθη τήν ἄρση τοῦ πόθεν ἔσχες γιά τήν ἀγορά ἀκινήτων ἐπί μία τριετία καί ἀπέκλεισε τήν αὔξηση τῶν ἀντικειμενικῶν ἀξιῶν. xyxy=(708,488,1048,673)
right-article-body xyxy=(1068,460,1418,1728)
barcode-digits: 9 771108 701151 xyxy=(8,2158,108,2170)
lead-subtitle: Ὑπεσχέθη σημαντική μείωση τῆς φορολογίας xyxy=(461,439,947,463)
kosmos-title-wrap xyxy=(1066,237,1420,261)
right-article-byline: τοῦ Ἄθαν. Χ. Παπανδρόπουλου* xyxy=(1129,432,1357,448)
paragraph: Ἀβασίμως πιστεύουν κάποιοι ὅτι οἱ ξένοι τῆς τρόϊκα θά μᾶς βάλουν σέ τάξη. Δέν ὑπῆρξε περίοδος μέ μεγαλύτερη ἀταξία, ἀναρχία καί ἐγκληματικότητα ἀπό τήν σημερινή. Πολίτες ληστεύονται καί δολοφονοῦνται στούς δρόμους. Οἱ ξένοι μας ἐπιβάλλουν μέτρα ἐπιτρεπόμενα πού ἐπιτείνουν ἀντί νά ἀπαλύνουν τά προβλήματα. Ἡ μείωση μισθῶν καί συντάξεων εἶναι ἕνα τοῦτων. Πυροδότησε τήν ὕφεση καί τήν ἐξαθλίωση τῶν Ἑλλήνων. xyxy=(6,873,330,964)
founder-years: (1918-1950) xyxy=(92,103,152,115)
right-article-title: Ἡ Δύση εἶναι ἐδῶ... xyxy=(1100,392,1386,421)
lead-intro: Εὐχάριστη ἔκπληξη ἀπετέλεσαν οἱ προτάσεις στίς ὁποῖες προέβη ὁ πρόεδρος τῆς Νέας Δημοκρατίας χθές στό Ζάππειο. Τό «σχέδιο ἐπανεκκίνησης τῆς οἰκονομίας», ὅπως τό ἀπεκάλεσε, περιλαμβάνει σειρά προτάσεων πού ἐφαρμοζόμενες ἀπό κοινού μπορούν νά ἀπεμπλέξουν τήν Ἑλλάδα ἀπό τήν ὕφεση. Οἱ κυριότερες ἀπό αὐτές ἀφοροῦν στήν αἰσθητή μείωση καί ἁπλούστευση τῆς φορολογίας, στήν στήριξη τῆς ἐπιχειρηματικότητος, στήν τόνωση τῆς οἰκοδομικῆς δραστηριότητος καί στήν προσπάθεια ἀνατροπῆς τῆς ἀρνητικῆς ψυχολογίας πού ἔχει καθηλώσει σήμερα τήν οἰκονομία. xyxy=(358,488,693,644)
kosmos-line: Ἀπόδοσις τῆς ἑορτῆς τῶν μυροφόρων xyxy=(1138,321,1348,334)
column-divider xyxy=(1060,245,1061,1745)
